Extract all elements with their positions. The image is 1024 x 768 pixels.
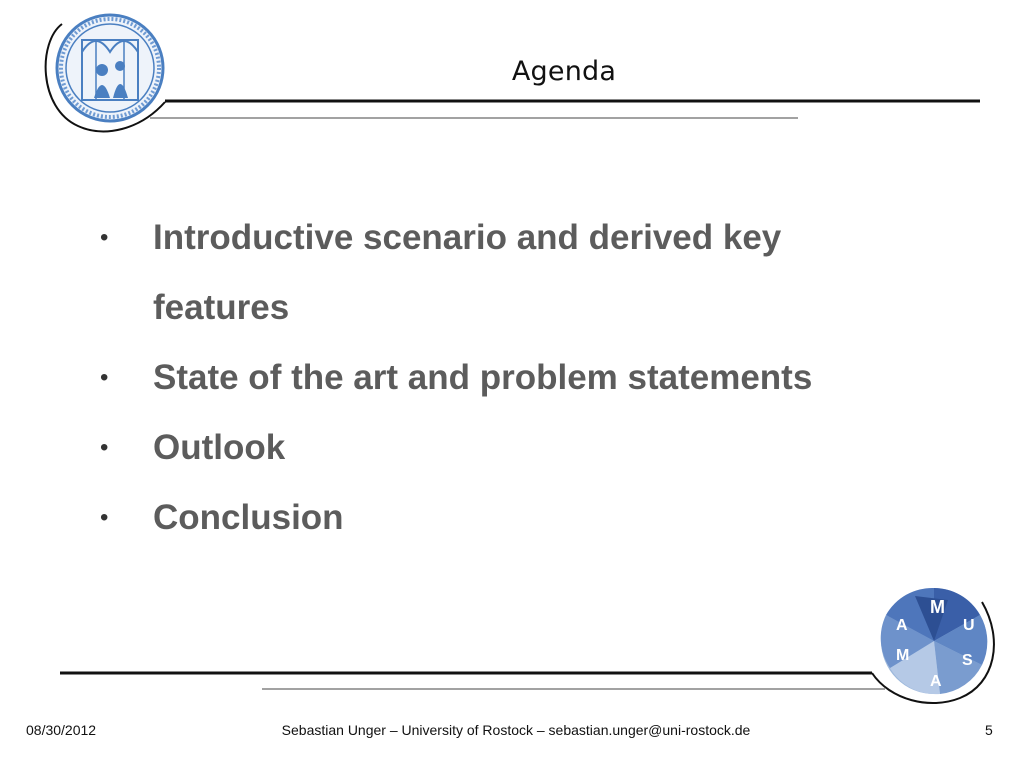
footer-date: 08/30/2012 <box>26 722 97 738</box>
musama-letter-a2: A <box>896 617 908 634</box>
agenda-item <box>0 413 913 483</box>
bullet-dot: • <box>100 364 109 391</box>
musama-letter-m1: M <box>930 597 945 617</box>
university-seal-icon <box>57 15 163 121</box>
agenda-item <box>0 483 913 553</box>
bullet-dot: • <box>100 434 109 461</box>
bullet-dot: • <box>100 504 109 531</box>
bullet-dot: • <box>100 224 109 251</box>
slide-title: Agenda <box>511 56 617 87</box>
musama-letter-m2: M <box>896 647 910 664</box>
musama-logo-icon <box>881 588 988 694</box>
agenda-item-text: Conclusion <box>153 498 344 537</box>
agenda-item <box>0 343 913 413</box>
footer-page-number: 5 <box>985 722 993 738</box>
footer-author-info: Sebastian Unger – University of Rostock – sebastian.unger@uni-rostock.de <box>281 722 751 738</box>
agenda-item <box>0 203 913 343</box>
musama-letter-u: U <box>963 617 975 634</box>
musama-letter-s: S <box>962 652 973 669</box>
musama-letter-a1: A <box>930 673 942 690</box>
agenda-item-text: State of the art and problem statements <box>153 358 813 397</box>
agenda-item-text: Outlook <box>153 428 286 467</box>
agenda-list <box>0 203 913 553</box>
agenda-item-text: Introductive scenario and derived key features <box>153 218 782 327</box>
